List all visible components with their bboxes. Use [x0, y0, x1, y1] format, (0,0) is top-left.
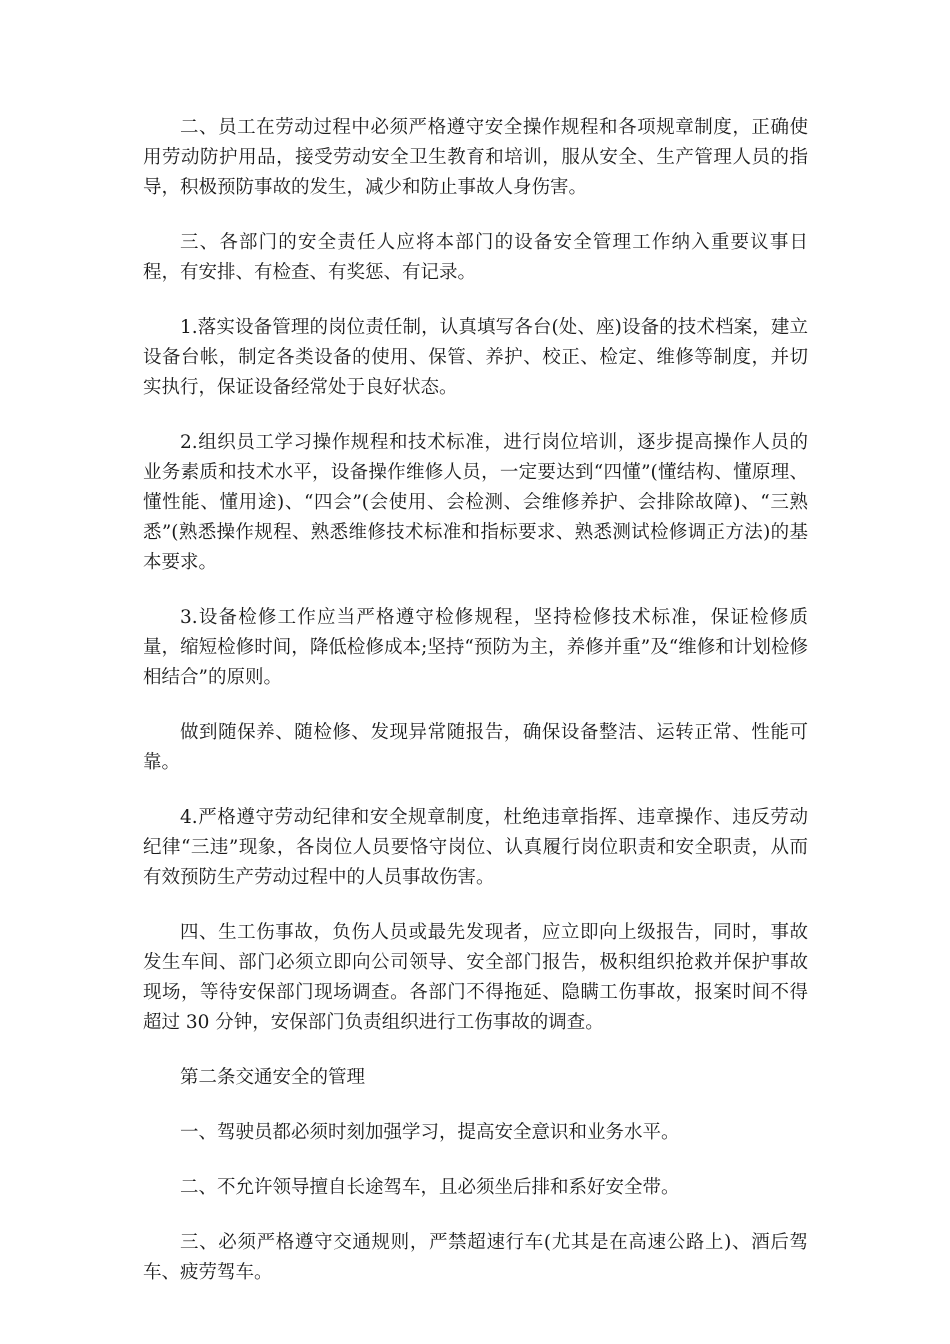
paragraph-traffic-rule-1: 一、驾驶员都必须时刻加强学习，提高安全意识和业务水平。 — [180, 1122, 680, 1143]
paragraph-traffic-rule-3: 三、必须严格遵守交通规则，严禁超速行车(尤其是在高速公路上)、酒后驾车、疲劳驾车。 — [143, 1232, 808, 1283]
document-body — [143, 113, 808, 1313]
paragraph-maintenance-reporting: 做到随保养、随检修、发现异常随报告，确保设备整洁、运转正常、性能可靠。 — [143, 722, 808, 773]
paragraph-item-4: 4.严格遵守劳动纪律和安全规章制度，杜绝违章指挥、违章操作、违反劳动纪律“三违”现象，各岗位人员要恪守岗位、认真履行岗位职责和安全职责，从而有效预防生产劳动过程中的人员事故伤害。 — [143, 807, 808, 888]
section-heading-traffic-safety: 第二条交通安全的管理 — [180, 1067, 366, 1088]
paragraph-department-responsibility: 三、各部门的安全责任人应将本部门的设备安全管理工作纳入重要议事日程，有安排、有检查、有奖惩、有记录。 — [143, 232, 808, 283]
paragraph-employee-safety-duties: 二、员工在劳动过程中必须严格遵守安全操作规程和各项规章制度，正确使用劳动防护用品，接受劳动安全卫生教育和培训，服从安全、生产管理人员的指导，积极预防事故的发生，减少和防止事故人身伤害。 — [143, 117, 808, 198]
paragraph-item-2: 2.组织员工学习操作规程和技术标准，进行岗位培训，逐步提高操作人员的业务素质和技术水平，设备操作维修人员，一定要达到“四懂”(懂结构、懂原理、懂性能、懂用途)、“四会”(会使用、会检测、会维修养护、会排除故障)、“三熟悉”(熟悉操作规程、熟悉维修技术标准和指标要求、熟悉测试检修调正方法)的基本要求。 — [143, 432, 808, 573]
paragraph-traffic-rule-2: 二、不允许领导擅自长途驾车，且必须坐后排和系好安全带。 — [180, 1177, 680, 1198]
paragraph-item-3: 3.设备检修工作应当严格遵守检修规程，坚持检修技术标准，保证检修质量，缩短检修时间，降低检修成本;坚持“预防为主，养修并重”及“维修和计划检修相结合”的原则。 — [143, 607, 808, 688]
paragraph-item-1: 1.落实设备管理的岗位责任制，认真填写各台(处、座)设备的技术档案，建立设备台帐，制定各类设备的使用、保管、养护、校正、检定、维修等制度，并切实执行，保证设备经常处于良好状态。 — [143, 317, 808, 398]
paragraph-injury-reporting: 四、生工伤事故，负伤人员或最先发现者，应立即向上级报告，同时，事故发生车间、部门必须立即向公司领导、安全部门报告，极积组织抢救并保护事故现场，等待安保部门现场调查。各部门不得拖延、隐瞒工伤事故，报案时间不得超过 30 分钟，安保部门负责组织进行工伤事故的调查。 — [143, 922, 808, 1033]
